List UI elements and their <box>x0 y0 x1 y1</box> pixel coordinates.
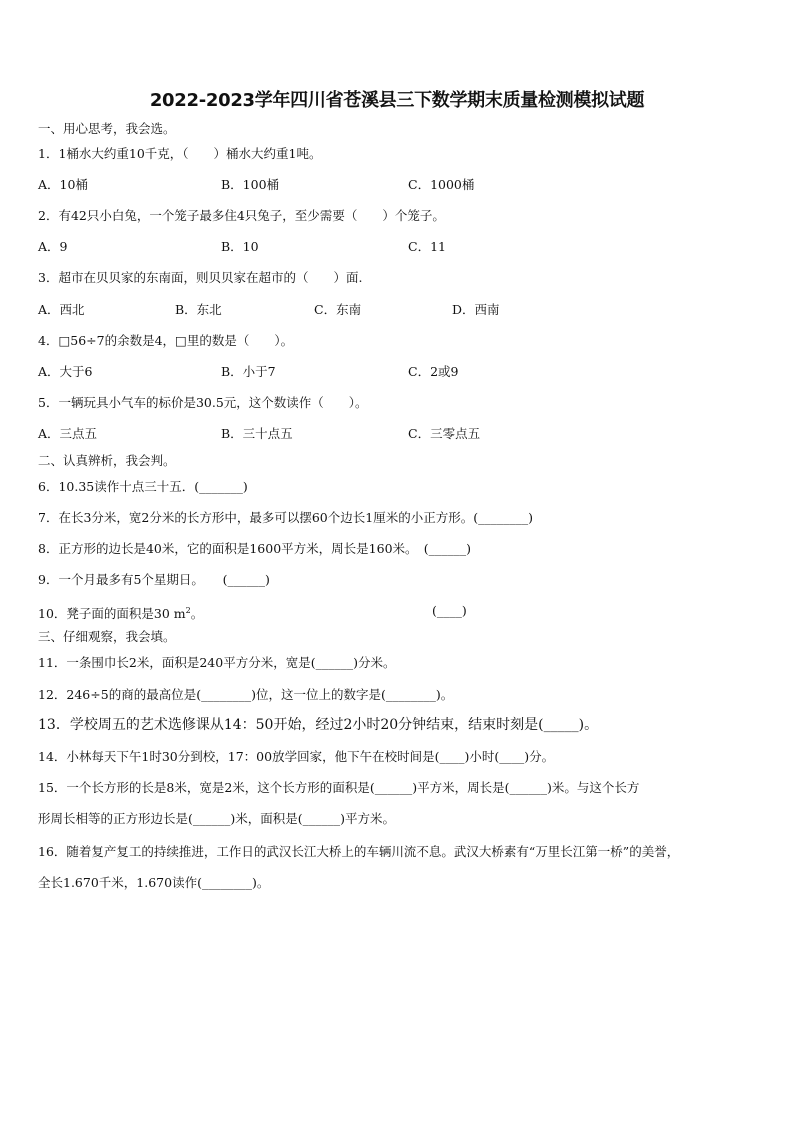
question-15-line-1: 15．一个长方形的长是8米，宽是2米，这个长方形的面积是(______)平方米，周长是(______)米。与这个长方 <box>38 780 640 795</box>
q5-option-a: A．三点五 <box>38 426 98 441</box>
section-3-heading: 三、仔细观察，我会填。 <box>38 629 176 644</box>
question-2: 2．有42只小白兔，一个笼子最多住4只兔子，至少需要（ ）个笼子。 <box>38 208 445 223</box>
question-13: 13．学校周五的艺术选修课从14：50开始，经过2小时20分钟结束，结束时刻是(_____)。 <box>38 717 599 733</box>
question-4: 4．□56÷7的余数是4，□里的数是（ ）。 <box>38 333 294 348</box>
q1-option-b: B．100桶 <box>221 177 280 192</box>
q3-option-c: C．东南 <box>314 302 362 317</box>
q5-option-b: B．三十点五 <box>221 426 293 441</box>
q3-option-b: B．东北 <box>175 302 222 317</box>
question-10-text: 10．凳子面的面积是30 m <box>38 606 186 622</box>
question-1: 1．1桶水大约重10千克，（ ）桶水大约重1吨。 <box>38 146 322 161</box>
q2-option-a: A．9 <box>38 239 68 254</box>
question-10-tail: 。 <box>190 606 204 622</box>
question-9: 9．一个月最多有5个星期日。 (______) <box>38 572 270 587</box>
q4-option-c: C．2或9 <box>408 364 459 379</box>
section-2-heading: 二、认真辨析，我会判。 <box>38 453 176 468</box>
q1-option-a: A．10桶 <box>38 177 88 192</box>
question-10-superscript: 2 <box>185 606 191 615</box>
question-16-line-2: 全长1.670千米，1.670读作(________)。 <box>38 875 270 890</box>
q4-option-b: B．小于7 <box>221 364 276 379</box>
q5-option-c: C．三零点五 <box>408 426 481 441</box>
section-1-heading: 一、用心思考，我会选。 <box>38 121 176 136</box>
q3-option-d: D．西南 <box>452 302 500 317</box>
question-10 <box>38 603 203 622</box>
question-12: 12．246÷5的商的最高位是(________)位，这一位上的数字是(________)。 <box>38 687 454 702</box>
question-5: 5．一辆玩具小气车的标价是30.5元，这个数读作（ ）。 <box>38 395 368 410</box>
question-6: 6．10.35读作十点三十五．(_______) <box>38 479 248 494</box>
question-15-line-2: 形周长相等的正方形边长是(______)米，面积是(______)平方米。 <box>38 811 396 826</box>
q4-option-a: A．大于6 <box>38 364 93 379</box>
question-14: 14．小林每天下午1时30分到校，17：00放学回家，他下午在校时间是(____)小时(____)分。 <box>38 749 555 764</box>
question-3: 3．超市在贝贝家的东南面，则贝贝家在超市的（ ）面. <box>38 270 363 285</box>
page-title: 2022-2023学年四川省苍溪县三下数学期末质量检测模拟试题 <box>149 90 645 111</box>
q2-option-c: C．11 <box>408 239 446 254</box>
question-7: 7．在长3分米，宽2分米的长方形中，最多可以摆60个边长1厘米的小正方形。(________) <box>38 510 533 525</box>
q1-option-c: C．1000桶 <box>408 177 475 192</box>
question-11: 11．一条围巾长2米，面积是240平方分米，宽是(______)分米。 <box>38 655 396 670</box>
question-16-line-1: 16．随着复产复工的持续推进，工作日的武汉长江大桥上的车辆川流不息。武汉大桥素有“万里长江第一桥”的美誉， <box>38 844 680 859</box>
q2-option-b: B．10 <box>221 239 259 254</box>
question-8: 8．正方形的边长是40米，它的面积是1600平方米，周长是160米。 (______) <box>38 541 472 556</box>
q3-option-a: A．西北 <box>38 302 85 317</box>
question-10-blank: (____) <box>432 603 467 618</box>
